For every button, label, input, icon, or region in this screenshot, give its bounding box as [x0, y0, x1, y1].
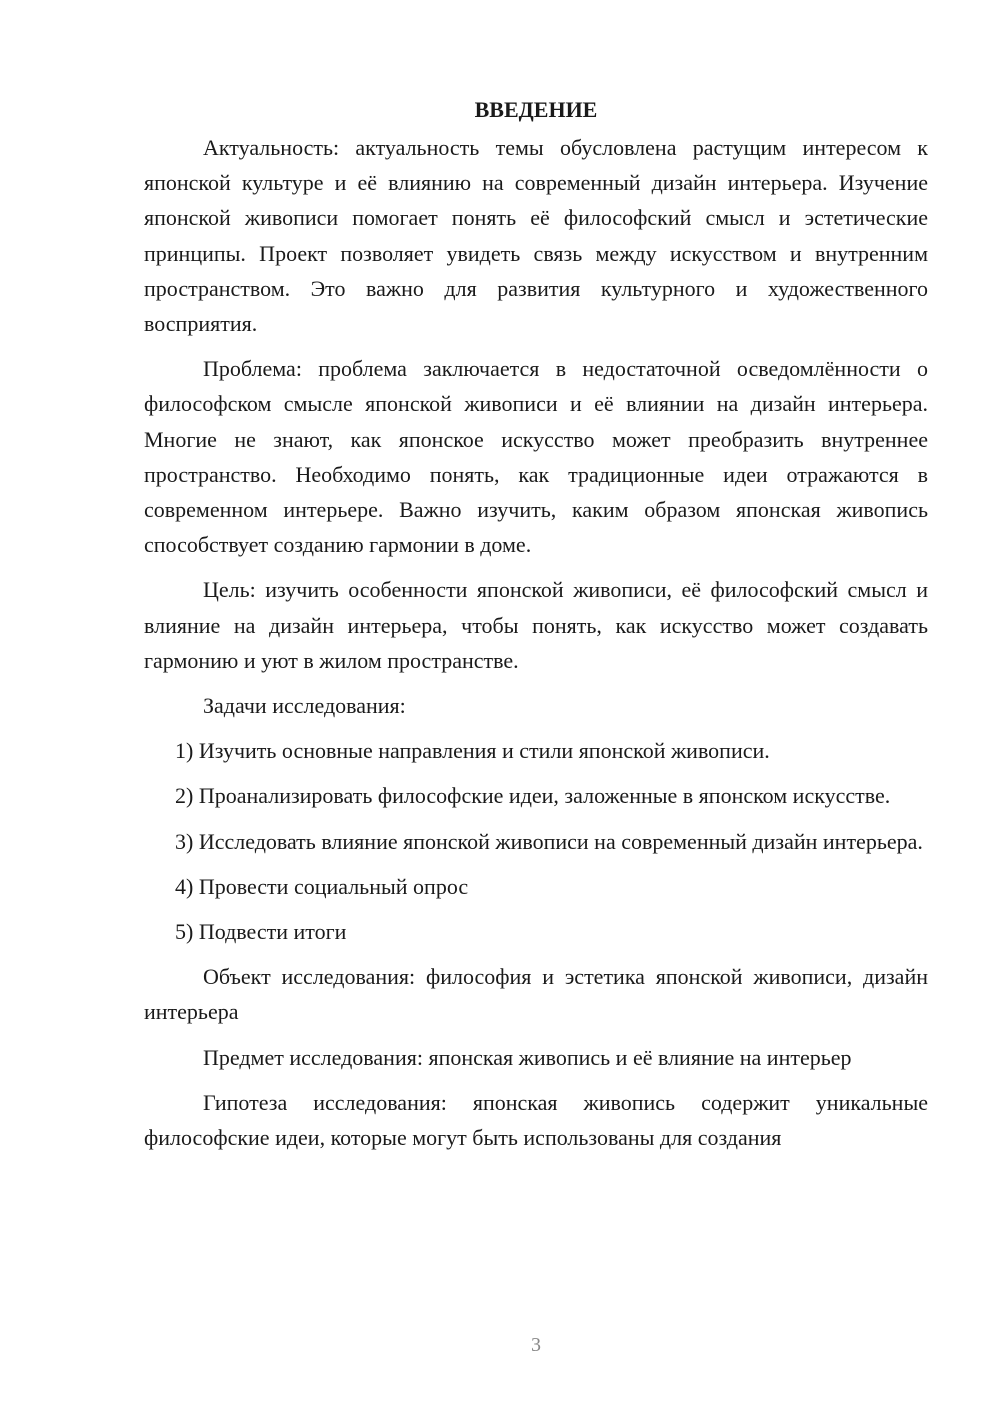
- page-number: 3: [531, 1334, 541, 1356]
- document-page: [144, 92, 928, 1165]
- list-item: 4) Провести социальный опрос: [175, 873, 469, 899]
- page-title: ВВЕДЕНИЕ: [474, 97, 598, 122]
- list-item: 5) Подвести итоги: [175, 919, 347, 945]
- paragraph-subject: Предмет исследования: японская живопись и её влияние на интерьер: [203, 1044, 852, 1070]
- paragraph-problem: Проблема: проблема заключается в недостаточной осведомлённости о философском смысле японской живописи и её влиянии на дизайн интерьера. Многие не знают, как японское искусство может преобразить внутреннее пространство. Необходимо понять, как традиционные идеи отражаются в современном интерьере. Важно изучить, каким образом японская живопись способствует созданию гармонии в доме.: [144, 356, 928, 558]
- list-item: 3) Исследовать влияние японской живописи на современный дизайн интерьера.: [175, 828, 923, 854]
- paragraph-object: Объект исследования: философия и эстетика японской живописи, дизайн интерьера: [144, 964, 928, 1025]
- tasks-list: [144, 733, 928, 949]
- paragraph-relevance: Актуальность: актуальность темы обусловлена растущим интересом к японской культуре и её влиянию на современный дизайн интерьера. Изучение японской живописи помогает понять её философский смысл и эстетические принципы. Проект позволяет увидеть связь между искусством и внутренним пространством. Это важно для развития культурного и художественного восприятия.: [144, 135, 928, 337]
- list-item: 1) Изучить основные направления и стили японской живописи.: [175, 738, 770, 764]
- paragraph-goal: Цель: изучить особенности японской живописи, её философский смысл и влияние на дизайн интерьера, чтобы понять, как искусство может создавать гармонию и уют в жилом пространстве.: [144, 577, 928, 673]
- list-item: 2) Проанализировать философские идеи, заложенные в японском искусстве.: [175, 783, 891, 809]
- tasks-heading: Задачи исследования:: [203, 693, 406, 719]
- paragraph-hypothesis: Гипотеза исследования: японская живопись содержит уникальные философские идеи, которые могут быть использованы для создания: [144, 1089, 928, 1151]
